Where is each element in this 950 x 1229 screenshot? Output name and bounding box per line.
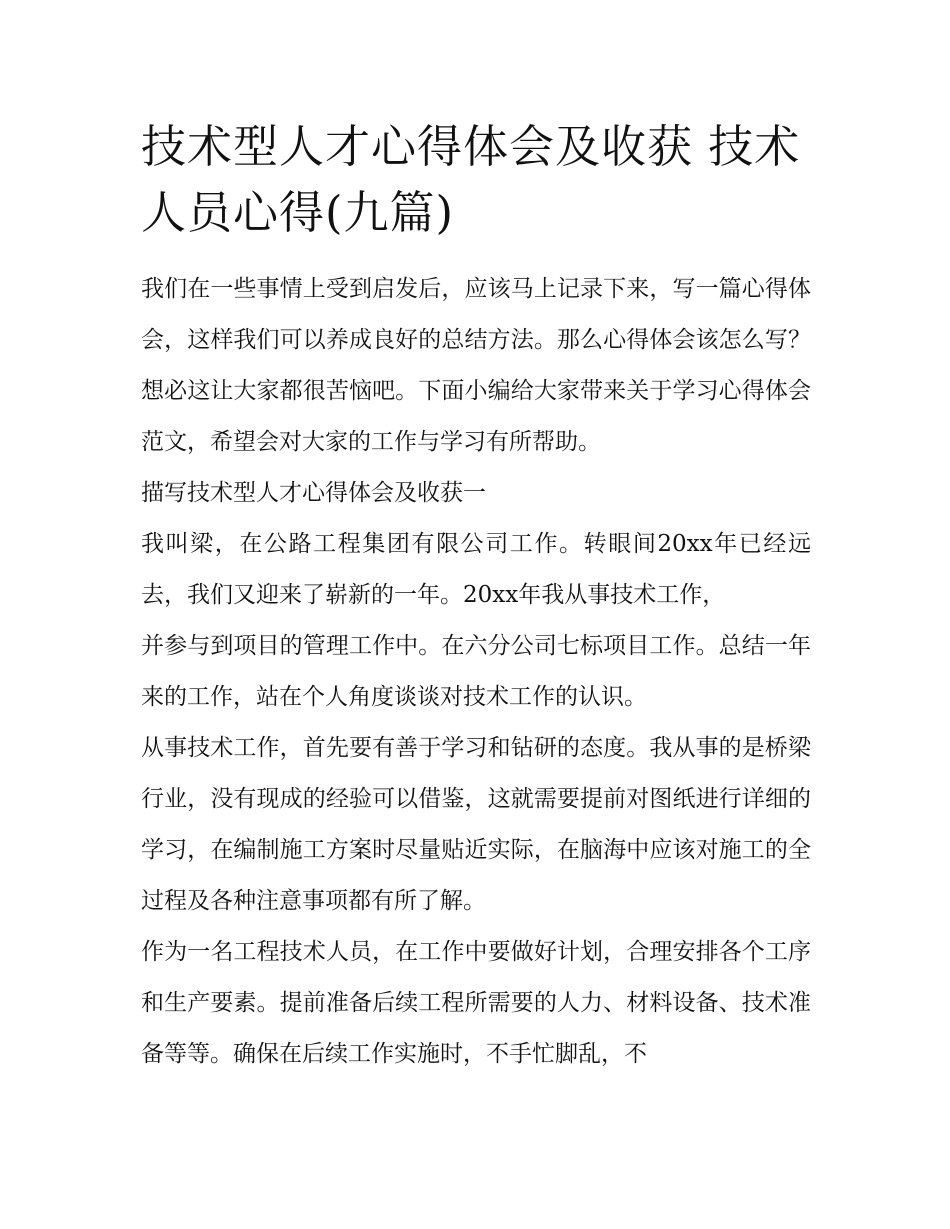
paragraph-introduction: 我叫梁，在公路工程集团有限公司工作。转眼间20xx年已经远去，我们又迎来了崭新的一年。20xx年我从事技术工作， [141, 531, 811, 608]
document-body [141, 114, 811, 1080]
paragraph-project: 并参与到项目的管理工作中。在六分公司七标项目工作。总结一年来的工作，站在个人角度谈谈对技术工作的认识。 [141, 633, 811, 710]
document-title: 技术型人才心得体会及收获 技术人员心得(九篇) [141, 120, 801, 239]
paragraph-planning: 作为一名工程技术人员，在工作中要做好计划，合理安排各个工序和生产要素。提前准备后续工程所需要的人力、材料设备、技术准备等等。确保在后续工作实施时，不手忙脚乱，不 [141, 939, 811, 1067]
paragraph-learning: 从事技术工作，首先要有善于学习和钻研的态度。我从事的是桥梁行业，没有现成的经验可以借鉴，这就需要提前对图纸进行详细的学习，在编制施工方案时尽量贴近实际，在脑海中应该对施工的全过程及各种注意事项都有所了解。 [141, 735, 811, 914]
section-heading: 描写技术型人才心得体会及收获一 [141, 480, 486, 506]
paragraph-intro: 我们在一些事情上受到启发后，应该马上记录下来，写一篇心得体会，这样我们可以养成良好的总结方法。那么心得体会该怎么写？想必这让大家都很苦恼吧。下面小编给大家带来关于学习心得体会范文，希望会对大家的工作与学习有所帮助。 [141, 276, 811, 455]
